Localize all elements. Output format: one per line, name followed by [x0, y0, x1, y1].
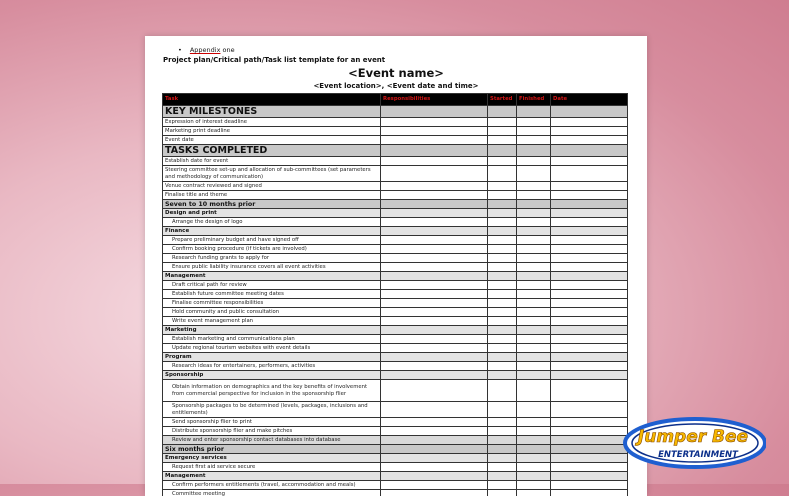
empty-cell	[381, 326, 488, 335]
empty-cell	[488, 281, 517, 290]
empty-cell	[381, 454, 488, 463]
task-cell: Write event management plan	[163, 317, 381, 326]
empty-cell	[517, 481, 551, 490]
empty-cell	[517, 299, 551, 308]
empty-cell	[551, 254, 628, 263]
empty-cell	[551, 145, 628, 157]
task-cell: Sponsorship	[163, 371, 381, 380]
empty-cell	[381, 436, 488, 445]
table-row	[163, 317, 628, 326]
empty-cell	[551, 326, 628, 335]
empty-cell	[517, 353, 551, 362]
empty-cell	[517, 145, 551, 157]
table-row	[163, 245, 628, 254]
table-row	[163, 182, 628, 191]
table-row	[163, 218, 628, 227]
logo-title: Jumper Bee	[635, 427, 748, 447]
empty-cell	[381, 263, 488, 272]
appendix-link[interactable]: Appendix	[190, 46, 221, 54]
empty-cell	[551, 454, 628, 463]
empty-cell	[488, 227, 517, 236]
empty-cell	[551, 263, 628, 272]
empty-cell	[488, 402, 517, 418]
empty-cell	[381, 445, 488, 454]
empty-cell	[488, 344, 517, 353]
empty-cell	[517, 157, 551, 166]
task-cell: Seven to 10 months prior	[163, 200, 381, 209]
task-cell: Arrange the design of logo	[163, 218, 381, 227]
category-row	[163, 353, 628, 362]
empty-cell	[381, 218, 488, 227]
empty-cell	[488, 127, 517, 136]
column-header: Responsibilities	[381, 94, 488, 106]
empty-cell	[517, 127, 551, 136]
table-row	[163, 344, 628, 353]
task-cell: Update regional tourism websites with event details	[163, 344, 381, 353]
empty-cell	[517, 317, 551, 326]
task-cell: Hold community and public consultation	[163, 308, 381, 317]
empty-cell	[488, 191, 517, 200]
empty-cell	[551, 481, 628, 490]
empty-cell	[551, 353, 628, 362]
empty-cell	[381, 490, 488, 496]
empty-cell	[551, 182, 628, 191]
empty-cell	[488, 490, 517, 496]
empty-cell	[488, 463, 517, 472]
empty-cell	[488, 145, 517, 157]
empty-cell	[517, 436, 551, 445]
empty-cell	[517, 326, 551, 335]
table-row	[163, 362, 628, 371]
empty-cell	[381, 427, 488, 436]
empty-cell	[488, 245, 517, 254]
empty-cell	[551, 136, 628, 145]
empty-cell	[551, 272, 628, 281]
table-row	[163, 436, 628, 445]
empty-cell	[551, 118, 628, 127]
task-cell: Establish marketing and communications plan	[163, 335, 381, 344]
empty-cell	[517, 445, 551, 454]
empty-cell	[488, 136, 517, 145]
empty-cell	[517, 218, 551, 227]
empty-cell	[381, 472, 488, 481]
task-cell: Review and enter sponsorship contact databases into database	[163, 436, 381, 445]
empty-cell	[488, 254, 517, 263]
empty-cell	[551, 427, 628, 436]
section-row	[163, 445, 628, 454]
empty-cell	[551, 200, 628, 209]
empty-cell	[517, 281, 551, 290]
task-cell: Distribute sponsorship flier and make pitches	[163, 427, 381, 436]
empty-cell	[381, 127, 488, 136]
empty-cell	[381, 290, 488, 299]
table-row	[163, 254, 628, 263]
empty-cell	[488, 236, 517, 245]
empty-cell	[381, 227, 488, 236]
empty-cell	[517, 362, 551, 371]
section-row	[163, 145, 628, 157]
empty-cell	[381, 157, 488, 166]
empty-cell	[381, 418, 488, 427]
empty-cell	[381, 209, 488, 218]
task-cell: Marketing print deadline	[163, 127, 381, 136]
logo-subtitle: ENTERTAINMENT	[658, 450, 739, 460]
empty-cell	[488, 299, 517, 308]
empty-cell	[517, 427, 551, 436]
empty-cell	[551, 344, 628, 353]
task-cell: Sponsorship packages to be determined (levels, packages, inclusions and entitlements)	[163, 402, 381, 418]
empty-cell	[488, 200, 517, 209]
empty-cell	[488, 263, 517, 272]
table-header-row	[163, 94, 628, 106]
empty-cell	[517, 290, 551, 299]
category-row	[163, 272, 628, 281]
empty-cell	[381, 136, 488, 145]
table-row	[163, 127, 628, 136]
task-cell: Event date	[163, 136, 381, 145]
task-cell: Finalise committee responsibilities	[163, 299, 381, 308]
empty-cell	[551, 281, 628, 290]
empty-cell	[381, 344, 488, 353]
empty-cell	[381, 145, 488, 157]
task-cell: Six months prior	[163, 445, 381, 454]
empty-cell	[517, 191, 551, 200]
empty-cell	[517, 472, 551, 481]
empty-cell	[488, 418, 517, 427]
empty-cell	[517, 200, 551, 209]
task-cell: TASKS COMPLETED	[163, 145, 381, 157]
empty-cell	[488, 427, 517, 436]
empty-cell	[381, 254, 488, 263]
empty-cell	[488, 454, 517, 463]
empty-cell	[517, 227, 551, 236]
category-row	[163, 209, 628, 218]
category-row	[163, 326, 628, 335]
empty-cell	[381, 299, 488, 308]
table-row	[163, 157, 628, 166]
table-row	[163, 418, 628, 427]
empty-cell	[551, 445, 628, 454]
empty-cell	[551, 236, 628, 245]
empty-cell	[551, 106, 628, 118]
task-cell: Research funding grants to apply for	[163, 254, 381, 263]
table-row	[163, 263, 628, 272]
empty-cell	[381, 118, 488, 127]
task-cell: Establish date for event	[163, 157, 381, 166]
empty-cell	[488, 218, 517, 227]
table-row	[163, 380, 628, 402]
empty-cell	[517, 335, 551, 344]
empty-cell	[517, 136, 551, 145]
table-row	[163, 299, 628, 308]
task-cell: Send sponsorship flier to print	[163, 418, 381, 427]
table-row	[163, 308, 628, 317]
task-cell: Management	[163, 272, 381, 281]
empty-cell	[517, 245, 551, 254]
empty-cell	[381, 281, 488, 290]
empty-cell	[488, 380, 517, 402]
empty-cell	[517, 106, 551, 118]
task-cell: Prepare preliminary budget and have signed off	[163, 236, 381, 245]
bullet-glyph: •	[178, 46, 182, 54]
event-location-line: <Event location>, <Event date and time>	[145, 82, 647, 90]
task-cell: Design and print	[163, 209, 381, 218]
table-row	[163, 427, 628, 436]
empty-cell	[488, 118, 517, 127]
empty-cell	[551, 166, 628, 182]
category-row	[163, 454, 628, 463]
task-cell: Venue contract reviewed and signed	[163, 182, 381, 191]
empty-cell	[551, 380, 628, 402]
empty-cell	[488, 317, 517, 326]
task-cell: Finance	[163, 227, 381, 236]
empty-cell	[517, 380, 551, 402]
empty-cell	[517, 402, 551, 418]
empty-cell	[381, 182, 488, 191]
empty-cell	[381, 317, 488, 326]
empty-cell	[488, 326, 517, 335]
task-cell: Steering committee set-up and allocation of sub-committees (set parameters and methodology of communication)	[163, 166, 381, 182]
empty-cell	[381, 335, 488, 344]
empty-cell	[517, 166, 551, 182]
category-row	[163, 472, 628, 481]
task-cell: Finalise title and theme	[163, 191, 381, 200]
empty-cell	[517, 272, 551, 281]
empty-cell	[517, 263, 551, 272]
empty-cell	[517, 454, 551, 463]
empty-cell	[517, 254, 551, 263]
empty-cell	[551, 335, 628, 344]
table-row	[163, 490, 628, 496]
empty-cell	[551, 418, 628, 427]
task-cell: Emergency services	[163, 454, 381, 463]
column-header: Task	[163, 94, 381, 106]
empty-cell	[488, 182, 517, 191]
table-row	[163, 118, 628, 127]
empty-cell	[488, 166, 517, 182]
empty-cell	[551, 227, 628, 236]
empty-cell	[551, 308, 628, 317]
empty-cell	[551, 299, 628, 308]
task-cell: Committee meeting	[163, 490, 381, 496]
empty-cell	[551, 472, 628, 481]
empty-cell	[381, 380, 488, 402]
empty-cell	[488, 290, 517, 299]
category-row	[163, 227, 628, 236]
empty-cell	[381, 362, 488, 371]
empty-cell	[517, 490, 551, 496]
empty-cell	[551, 218, 628, 227]
column-header: Started	[488, 94, 517, 106]
empty-cell	[488, 209, 517, 218]
task-cell: Expression of interest deadline	[163, 118, 381, 127]
task-cell: Confirm performers entitlements (travel, accommodation and meals)	[163, 481, 381, 490]
empty-cell	[551, 191, 628, 200]
empty-cell	[551, 317, 628, 326]
task-cell: Draft critical path for review	[163, 281, 381, 290]
task-cell: Management	[163, 472, 381, 481]
task-cell: Confirm booking procedure (if tickets are involved)	[163, 245, 381, 254]
table-row	[163, 335, 628, 344]
column-header: Date	[551, 94, 628, 106]
empty-cell	[488, 445, 517, 454]
empty-cell	[551, 245, 628, 254]
category-row	[163, 371, 628, 380]
empty-cell	[381, 272, 488, 281]
empty-cell	[551, 436, 628, 445]
empty-cell	[381, 200, 488, 209]
empty-cell	[517, 236, 551, 245]
empty-cell	[488, 481, 517, 490]
table-row	[163, 463, 628, 472]
jumper-bee-logo	[620, 416, 766, 470]
table-row	[163, 402, 628, 418]
task-cell: Marketing	[163, 326, 381, 335]
empty-cell	[488, 362, 517, 371]
empty-cell	[517, 371, 551, 380]
table-row	[163, 166, 628, 182]
empty-cell	[381, 106, 488, 118]
empty-cell	[381, 245, 488, 254]
section-row	[163, 200, 628, 209]
table-row	[163, 290, 628, 299]
empty-cell	[488, 308, 517, 317]
empty-cell	[381, 166, 488, 182]
empty-cell	[517, 463, 551, 472]
empty-cell	[551, 490, 628, 496]
task-cell: KEY MILESTONES	[163, 106, 381, 118]
empty-cell	[381, 402, 488, 418]
table-row	[163, 281, 628, 290]
empty-cell	[381, 353, 488, 362]
empty-cell	[517, 209, 551, 218]
document-page	[145, 36, 647, 496]
empty-cell	[381, 463, 488, 472]
empty-cell	[551, 402, 628, 418]
empty-cell	[381, 481, 488, 490]
empty-cell	[488, 472, 517, 481]
empty-cell	[551, 371, 628, 380]
empty-cell	[551, 209, 628, 218]
table-row	[163, 481, 628, 490]
task-table	[162, 93, 628, 496]
table-row	[163, 191, 628, 200]
empty-cell	[488, 272, 517, 281]
task-cell: Program	[163, 353, 381, 362]
empty-cell	[517, 418, 551, 427]
task-cell: Establish future committee meeting dates	[163, 290, 381, 299]
empty-cell	[488, 335, 517, 344]
table-row	[163, 136, 628, 145]
appendix-suffix: one	[220, 46, 234, 54]
table-row	[163, 236, 628, 245]
empty-cell	[551, 290, 628, 299]
empty-cell	[517, 344, 551, 353]
empty-cell	[381, 236, 488, 245]
empty-cell	[517, 182, 551, 191]
empty-cell	[517, 308, 551, 317]
empty-cell	[551, 157, 628, 166]
empty-cell	[381, 371, 488, 380]
empty-cell	[488, 371, 517, 380]
task-cell: Research ideas for entertainers, performers, activities	[163, 362, 381, 371]
document-subtitle: Project plan/Critical path/Task list template for an event	[163, 56, 385, 64]
task-cell: Ensure public liability insurance covers all event activities	[163, 263, 381, 272]
empty-cell	[551, 362, 628, 371]
task-cell: Request first aid service secure	[163, 463, 381, 472]
empty-cell	[488, 157, 517, 166]
empty-cell	[551, 127, 628, 136]
empty-cell	[381, 191, 488, 200]
empty-cell	[488, 353, 517, 362]
empty-cell	[517, 118, 551, 127]
empty-cell	[551, 463, 628, 472]
column-header: Finished	[517, 94, 551, 106]
empty-cell	[381, 308, 488, 317]
empty-cell	[488, 436, 517, 445]
empty-cell	[488, 106, 517, 118]
section-row	[163, 106, 628, 118]
appendix-bullet	[178, 46, 235, 54]
task-cell: Obtain information on demographics and the key benefits of involvement from commercial perspective for inclusion in the sponsorship flier	[163, 380, 381, 402]
event-name-heading: <Event name>	[145, 66, 647, 80]
